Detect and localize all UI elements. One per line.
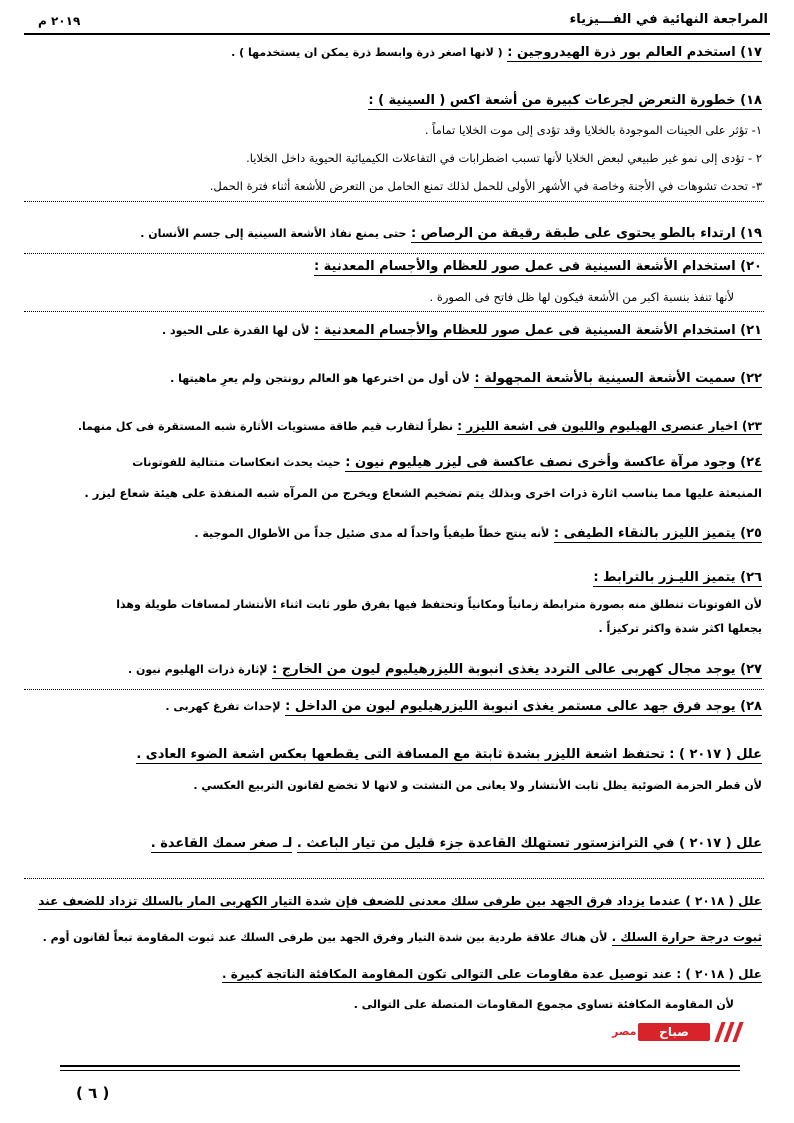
reason-2017-laser-answer: لأن قطر الحزمة الضوئية يظل ثابت الأنتشار ولا يعانى من التشتت و لانها لا تخضع لقانون التربيع العكسي . (193, 779, 762, 792)
dotted-separator (24, 310, 764, 312)
line-18-point-1: ١- تؤثر على الجينات الموجودة بالخلايا وقد تؤدى إلى موت الخلايا تماماً . (424, 123, 762, 137)
reason-2017-transistor: علل ( ٢٠١٧ ) في الترانزستور تستهلك القاعدة جزء قليل من تيار الباعث . لـ صغر سمك القاعدة . (150, 836, 762, 851)
page-title: المراجعة النهائية في الفـــيزياء (569, 12, 768, 27)
footer-divider (60, 1070, 740, 1071)
line-27: ٢٧) يوجد مجال كهربى عالى التردد يغذى انبوبة الليزرهيليوم ليون من الخارج : لإثارة ذرات الهليوم نيون . (127, 662, 762, 677)
site-watermark-logo (610, 1020, 742, 1044)
reason-2018-resistors: علل ( ٢٠١٨ ) : عند توصيل عدة مقاومات على التوالى تكون المقاومة المكافئة الناتجة كبيرة . (221, 967, 762, 981)
reason-2018-current: علل ( ٢٠١٨ ) عندما يزداد فرق الجهد بين طرفى سلك معدنى للضعف فإن شدة التيار الكهربى المار بالسلك تزداد للضعف عند (38, 894, 762, 908)
line-18-point-3: ٣- تحدث تشوهات في الأجنة وخاصة في الأشهر الأولى للحمل لذلك تمنع الحامل من التعرض للأشعة أثناء فترة الحمل. (209, 179, 762, 193)
line-26-answer: لأن الفوتونات تنطلق منه بصورة مترابطة زمانياً ومكانياً وتحتفظ فيها بفرق طور ثابت اثناء الأنتشار لمسافات طويلة وهذا (116, 598, 762, 611)
reason-2018-resistors-answer: لأن المقاومة المكافئة تساوى مجموع المقاومات المتصلة على التوالى . (353, 998, 734, 1011)
dotted-separator (24, 877, 764, 879)
dotted-separator (24, 200, 764, 202)
line-26: ٢٦) يتميز الليـزر بالترابط : (593, 570, 762, 585)
footer-divider (60, 1065, 740, 1067)
dotted-separator (24, 252, 764, 254)
line-23: ٢٣) اخيار عنصرى الهيليوم والليون فى اشعة الليزر : نظراً لتقارب قيم طاقة مستويات الأثارة شبه المستقرة فى كل منهما. (77, 419, 762, 433)
header-year: ٢٠١٩ م (38, 14, 81, 28)
line-20: ٢٠) استخدام الأشعة السينية فى عمل صور للعظام والأجسام المعدنية : (313, 259, 762, 274)
reason-2017-laser: علل ( ٢٠١٧ ) : تحتفظ اشعة الليزر بشدة ثابتة مع المسافة التى يقطعها بعكس اشعة الضوء العادى . (136, 747, 762, 762)
line-25: ٢٥) يتميز الليزر بالنقاء الطيفى : لأنه ينتج خطاً طيفياً واحداً له مدى ضئيل جداً من الأطوال الموجية . (194, 526, 762, 541)
line-20-answer: لأنها تنفذ بنسبة اكبر من الأشعة فيكون لها ظل فاتح فى الصورة . (429, 290, 734, 304)
line-28: ٢٨) يوجد فرق جهد عالى مستمر يغذى انبوبة الليزرهيليوم ليون من الداخل : لإحداث تفرغ كهربى . (165, 699, 762, 714)
line-26-answer-continued: يجعلها اكثر شدة واكثر تركيزاً . (598, 622, 762, 635)
line-18: ١٨) خطورة التعرض لجرعات كبيرة من أشعة اكس ( السينية ) : (368, 93, 762, 108)
line-21: ٢١) استخدام الأشعة السينية فى عمل صور للعظام والأجسام المعدنية : لأن لها القدرة على الحيود . (161, 323, 762, 338)
line-24-continued: المنبعثة عليها مما يناسب اثارة ذرات اخرى وبذلك يتم تضخيم الشعاع ويخرج من المرآه شبه المنفذة على هيئة شعاع ليزر . (84, 486, 762, 500)
watermark-text: مصر (612, 1025, 637, 1038)
line-24: ٢٤) وجود مرآة عاكسة وأخرى نصف عاكسة فى ليزر هيليوم نيون : حيث يحدث انعكاسات متتالية للفوتونات (132, 455, 762, 470)
line-17: ١٧) استخدم العالم بور ذرة الهيدروجين : ( لانها اصغر ذرة وابسط ذرة يمكن ان يستخدمها ) . (231, 45, 762, 60)
stripe-icon (732, 1022, 743, 1042)
reason-2018-current-continued: ثبوت درجة حرارة السلك . لأن هناك علاقة طردية بين شدة التيار وفرق الجهد بين طرفى السلك عند ثبوت المقاومة تبعاً لقانون أوم . (42, 930, 762, 944)
watermark-badge: صباح (638, 1023, 710, 1041)
line-18-point-2: ٢ - تؤدى إلى نمو غير طبيعي لبعض الخلايا لأنها تسبب اضطرابات في التفاعلات الكيميائية الحيوية داخل الخلايا. (246, 151, 762, 165)
line-19: ١٩) ارتداء بالطو يحتوى على طبقة رقيقة من الرصاص : حتى يمنع نفاذ الأشعة السينية إلى جسم الأنسان . (140, 226, 762, 241)
header-divider (24, 33, 770, 35)
dotted-separator (24, 688, 764, 690)
page-number: ( ٦ ) (76, 1084, 110, 1102)
line-22: ٢٢) سميت الأشعة السينية بالأشعة المجهولة : لأن أول من اخترعها هو العالم رونتجن ولم يعرِ ماهيتها . (170, 371, 762, 386)
